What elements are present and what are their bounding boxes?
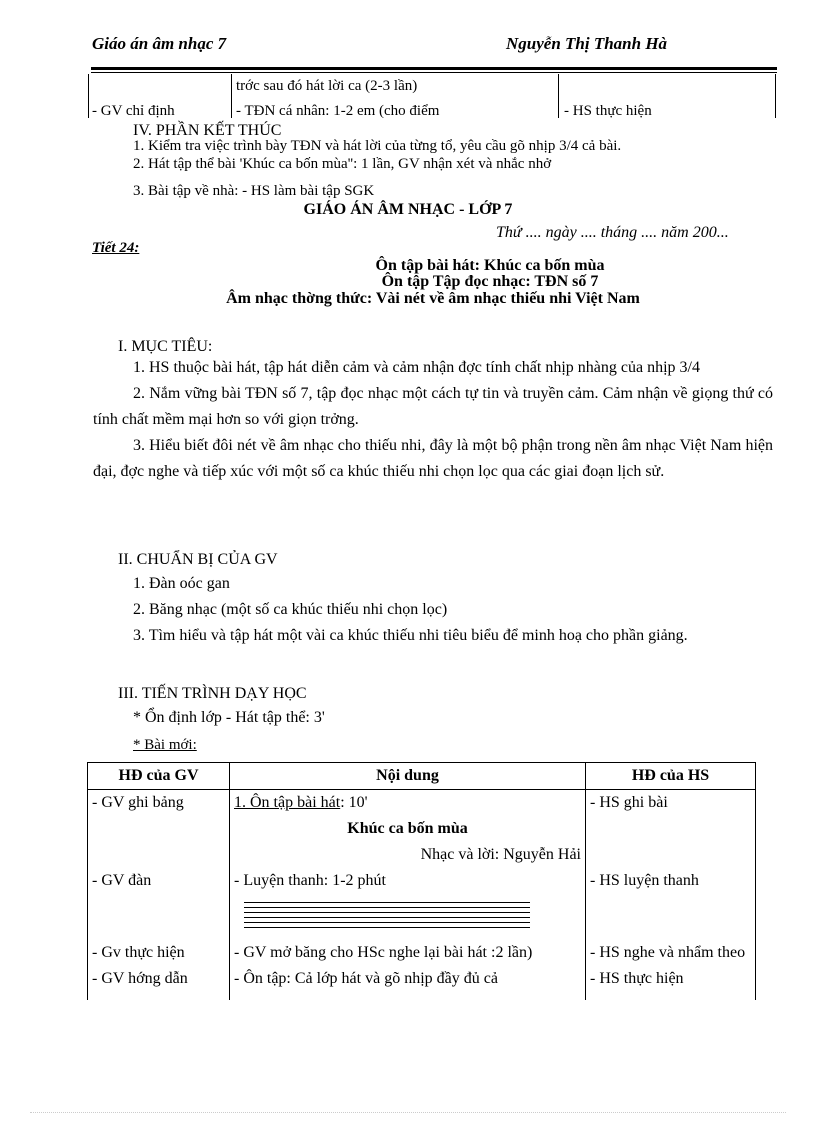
- r2-hs: - HS luyện thanh: [590, 872, 699, 889]
- doc-title: GIÁO ÁN ÂM NHẠC - LỚP 7: [303, 201, 513, 218]
- r3-hs: - HS nghe và nhẩm theo: [590, 944, 746, 961]
- r4-content: - Ôn tập: Cả lớp hát và gõ nhịp đầy đủ cả: [234, 970, 498, 987]
- continued-row2-hs: - HS thực hiện: [564, 103, 652, 118]
- staff-line-1: [244, 902, 530, 903]
- prep-item-2: 2. Băng nhạc (một số ca khúc thiếu nhi chọn lọc): [133, 601, 448, 618]
- part4-item1: 1. Kiểm tra việc trình bày TĐN và hát lời của từng tổ, yêu cầu gõ nhịp 3/4 cả bài.: [133, 138, 622, 154]
- new-lesson-label: * Bài mới:: [133, 737, 197, 753]
- process-heading: III. TIẾN TRÌNH DẠY HỌC: [118, 685, 307, 702]
- date-line: Thứ .... ngày .... tháng .... năm 200...: [496, 224, 729, 241]
- subtitle-1: Ôn tập bài hát: Khúc ca bốn mùa: [375, 257, 605, 274]
- prep-item-3: 3. Tìm hiểu và tập hát một vài ca khúc thiếu nhi tiêu biểu để minh hoạ cho phần giảng.: [133, 627, 688, 644]
- r2-content: - Luyện thanh: 1-2 phút: [234, 872, 386, 889]
- lesson-number: Tiết 24:: [92, 240, 140, 256]
- r3-gv: - Gv thực hiện: [92, 944, 185, 961]
- r4-gv: - GV hớng dẫn: [92, 970, 188, 987]
- header-right: Nguyễn Thị Thanh Hà: [506, 34, 668, 53]
- header-rule-thick: [91, 67, 777, 70]
- stabilize-line: * Ổn định lớp - Hát tập thể: 3': [133, 709, 325, 726]
- r1-song-title: Khúc ca bốn mùa: [347, 820, 468, 837]
- continued-row2-gv: - GV chỉ định: [92, 103, 175, 118]
- header-rule-thin: [91, 72, 777, 73]
- th-gv: HĐ của GV: [88, 763, 230, 790]
- r3-content: - GV mở băng cho HSc nghe lại bài hát :2 lần): [234, 944, 533, 961]
- continued-table: [88, 74, 776, 118]
- part4-item2: 2. Hát tập thể bài 'Khúc ca bốn mùa'': 1 lần, GV nhận xét và nhắc nhở: [133, 156, 552, 172]
- staff-line-4: [244, 917, 530, 918]
- continued-row2-content: - TĐN cá nhân: 1-2 em (cho điểm: [236, 103, 440, 118]
- r1-hs: - HS ghi bài: [590, 794, 668, 811]
- prep-item-1: 1. Đàn oóc gan: [133, 575, 230, 592]
- r1-content-title: 1. Ôn tập bài hát: [234, 794, 341, 811]
- r1-gv: - GV ghi bảng: [92, 794, 184, 811]
- subtitle-3: Âm nhạc thờng thức: Vài nét về âm nhạc thiếu nhi Việt Nam: [226, 290, 640, 307]
- part4-item3: 3. Bài tập về nhà: - HS làm bài tập SGK: [133, 183, 375, 199]
- prep-item-3-block: [93, 623, 773, 649]
- objective-2: 2. Nắm vững bài TĐN số 7, tập đọc nhạc một cách tự tin và truyền cảm. Cảm nhận về giọng thứ có tính chất mềm mại hơn so với giọn trởng.: [93, 385, 773, 428]
- objective-1: 1. HS thuộc bài hát, tập hát diễn cảm và cảm nhận đợc tính chất nhịp nhàng của nhịp 3/4: [133, 359, 700, 376]
- prep-heading: II. CHUẨN BỊ CỦA GV: [118, 551, 278, 568]
- staff-line-6: [244, 927, 530, 928]
- continued-row1-content: trớc sau đó hát lời ca (2-3 lần): [236, 78, 418, 94]
- staff-line-3: [244, 912, 530, 913]
- r1-content-time: : 10': [340, 794, 368, 811]
- page-footer-rule: [30, 1112, 786, 1113]
- r4-hs: - HS thực hiện: [590, 970, 684, 987]
- staff-line-5: [244, 922, 530, 923]
- objectives-heading: I. MỤC TIÊU:: [118, 338, 213, 355]
- subtitle-2: Ôn tập Tập đọc nhạc: TĐN số 7: [381, 273, 599, 290]
- r1-song-author: Nhạc và lời: Nguyễn Hải: [420, 846, 581, 863]
- staff-line-2: [244, 907, 530, 908]
- objectives-block: [93, 355, 773, 485]
- part4-heading: IV. PHẦN KẾT THÚC: [133, 122, 282, 139]
- th-hs: HĐ của HS: [586, 763, 756, 790]
- lesson-activity-table: [87, 762, 756, 1000]
- header-left: Giáo án âm nhạc 7: [92, 34, 227, 53]
- objective-3: 3. Hiểu biết đôi nét về âm nhạc cho thiếu nhi, đây là một bộ phận trong nền âm nhạc Việt Nam hiện đại, đợc nghe và tiếp xúc với một số ca khúc thiếu nhi chọn lọc qua các giai đoạn lịch sử.: [93, 437, 773, 480]
- r2-gv: - GV đàn: [92, 872, 152, 889]
- th-content: Nội dung: [230, 763, 586, 790]
